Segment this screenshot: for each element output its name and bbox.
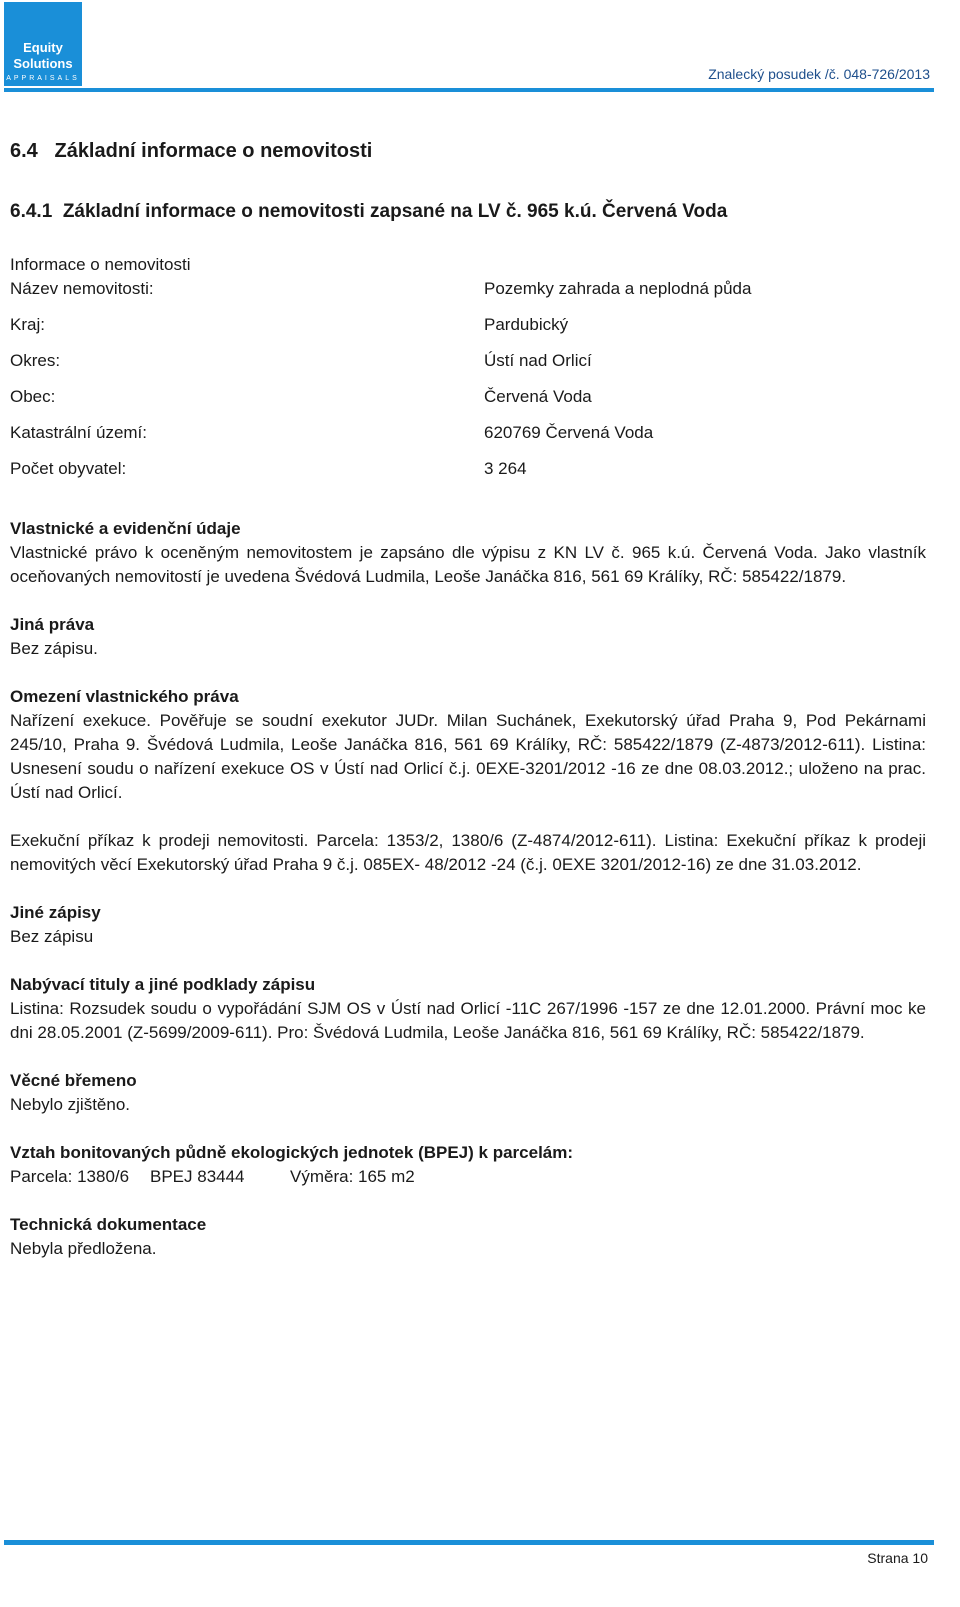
section-text: Bez zápisu: [10, 927, 94, 946]
titles-section: [10, 973, 926, 1045]
ownership-section: [10, 517, 926, 589]
subsection-heading: 6.4.1 Základní informace o nemovitosti zapsané na LV č. 965 k.ú. Červená Voda: [10, 201, 728, 222]
info-value: 620769 Červená Voda: [484, 423, 654, 442]
page-content: [10, 140, 926, 1261]
section-title: Věcné břemeno: [10, 1071, 137, 1090]
section-title: Omezení vlastnického práva: [10, 687, 239, 706]
info-row: [10, 313, 926, 349]
property-info: [10, 253, 926, 493]
info-value: Ústí nad Orlicí: [484, 351, 592, 370]
info-label: Okres:: [10, 351, 61, 370]
logo-line-2: Solutions: [13, 56, 73, 71]
section-title: Vztah bonitovaných půdně ekologických jednotek (BPEJ) k parcelám:: [10, 1143, 574, 1162]
section-text: Listina: Rozsudek soudu o vypořádání SJM OS v Ústí nad Orlicí -11C 267/1996 -157 ze dne 12.01.2000. Právní moc ke dni 28.05.2001 (Z-5699/2009-611). Pro: Švédová Ludmila, Leoše Janáčka 816, 561 69 Králíky, RČ: 585422/1879.: [10, 999, 926, 1042]
info-value: Pozemky zahrada a neplodná půda: [484, 279, 752, 298]
info-value: Pardubický: [484, 315, 569, 334]
info-row: [10, 457, 926, 493]
section-title: Nabývací tituly a jiné podklady zápisu: [10, 975, 316, 994]
section-title: Technická dokumentace: [10, 1215, 207, 1234]
section-text: Nebylo zjištěno.: [10, 1095, 131, 1114]
document-reference: Znalecký posudek /č. 048-726/2013: [708, 66, 930, 82]
section-title: Jiná práva: [10, 615, 95, 634]
info-label: Název nemovitosti:: [10, 279, 154, 298]
info-row: [10, 277, 926, 313]
section-text: Vlastnické právo k oceněným nemovitostem je zapsáno dle výpisu z KN LV č. 965 k.ú. Červená Voda. Jako vlastník oceňovaných nemovitostí je uvedena Švédová Ludmila, Leoše Janáčka 816, 561 69 Králíky, RČ: 585422/1879.: [10, 543, 926, 586]
bpej-area: Výměra: 165 m2: [290, 1167, 415, 1186]
page-number: Strana 10: [867, 1550, 928, 1566]
info-value: 3 264: [484, 459, 527, 478]
info-label: Počet obyvatel:: [10, 459, 127, 478]
logo-line-3: APPRAISALS: [6, 75, 80, 82]
easement-section: [10, 1069, 926, 1117]
bpej-row: [10, 1165, 926, 1189]
info-row: [10, 385, 926, 421]
info-row: [10, 421, 926, 457]
bpej-code: BPEJ 83444: [150, 1167, 245, 1186]
info-label: Obec:: [10, 387, 56, 406]
logo-line-1: Equity: [23, 40, 63, 55]
footer-rule: [4, 1540, 934, 1545]
info-value: Červená Voda: [484, 387, 592, 406]
other-records-section: [10, 901, 926, 949]
info-label: Katastrální území:: [10, 423, 148, 442]
header-rule: [4, 88, 934, 92]
section-text: Exekuční příkaz k prodeji nemovitosti. Parcela: 1353/2, 1380/6 (Z-4874/2012-611). Listina: Exekuční příkaz k prodeji nemovitých věcí Exekutorský úřad Praha 9 č.j. 085EX- 48/2012 -24 (č.j. 0EXE 3201/2012-16) ze dne 31.03.2012.: [10, 831, 926, 874]
paragraph-gap: [10, 805, 926, 829]
section-text: Nařízení exekuce. Pověřuje se soudní exekutor JUDr. Milan Suchánek, Exekutorský úřad Praha 9, Pod Pekárnami 245/10, Praha 9. Švédová Ludmila, Leoše Janáčka 816, 561 69 Králíky, RČ: 585422/1879 (Z-4873/2012-611). Listina: Usnesení soudu o nařízení exekuce OS v Ústí nad Orlicí č.j. 0EXE-3201/2012 -16 ze dne 08.03.2012.; uloženo na prac. Ústí nad Orlicí.: [10, 711, 926, 802]
info-row: [10, 349, 926, 385]
section-title: Jiné zápisy: [10, 903, 101, 922]
section-text: Nebyla předložena.: [10, 1239, 157, 1258]
section-text: Bez zápisu.: [10, 639, 98, 658]
bpej-section: [10, 1141, 926, 1189]
other-rights-section: [10, 613, 926, 661]
tech-docs-section: [10, 1213, 926, 1261]
property-info-caption: Informace o nemovitosti: [10, 255, 191, 274]
company-logo: [4, 2, 82, 86]
section-heading: 6.4 Základní informace o nemovitosti: [10, 140, 373, 162]
restrictions-section: [10, 685, 926, 877]
info-label: Kraj:: [10, 315, 45, 334]
bpej-parcel: Parcela: 1380/6: [10, 1167, 130, 1186]
section-title: Vlastnické a evidenční údaje: [10, 519, 241, 538]
